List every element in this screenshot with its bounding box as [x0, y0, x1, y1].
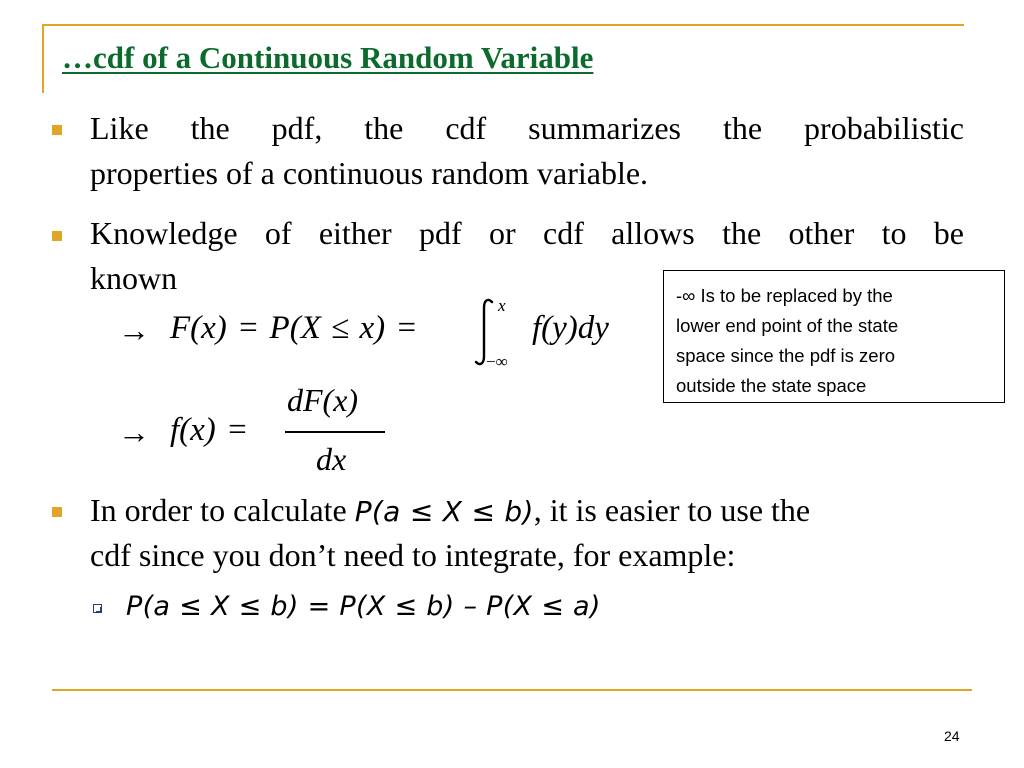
title-frame-top-rule — [42, 24, 964, 26]
callout-note-box — [663, 270, 1005, 403]
bullet-1-line-2: properties of a continuous random variable. — [90, 155, 649, 191]
eq2-arrow: → — [118, 414, 150, 450]
title-frame-left-rule — [42, 24, 44, 93]
eq1-lhs: F(x) = P(X ≤ x) = — [170, 310, 418, 346]
callout-line-1: -∞ Is to be replaced by the — [676, 285, 893, 306]
bullet-marker-2 — [52, 231, 62, 241]
bullet-marker-1 — [52, 125, 62, 135]
eq1-integrand: f(y)dy — [532, 310, 609, 346]
bullet-3-line-1 — [90, 488, 810, 534]
page-number: 24 — [944, 728, 960, 744]
sub-bullet-text: P(a ≤ X ≤ b) = P(X ≤ b) – P(X ≤ a) — [126, 591, 601, 622]
bullet-3-post: , it is easier to use the — [533, 492, 811, 528]
eq2-lhs: f(x) = — [170, 412, 249, 448]
eq1-arrow: → — [118, 312, 150, 348]
bullet-3-line-2: cdf since you don’t need to integrate, for example: — [90, 537, 736, 573]
sub-bullet-checkbox-icon — [93, 604, 102, 613]
eq2-denominator: dx — [316, 441, 347, 477]
fraction-bar — [285, 431, 385, 433]
bullet-1-line-1: Like the pdf, the cdf summarizes the probabilistic — [90, 110, 964, 146]
eq1-upper-limit: x — [498, 296, 506, 315]
eq2-numerator: dF(x) — [287, 382, 359, 418]
callout-line-4: outside the state space — [676, 375, 867, 396]
bullet-3-pre: In order to calculate — [90, 492, 355, 528]
callout-line-2: lower end point of the state — [676, 315, 899, 336]
eq1-lower-limit: −∞ — [486, 352, 508, 371]
slide-title: …cdf of a Continuous Random Variable — [62, 40, 594, 75]
bullet-2-line-1: Knowledge of either pdf or cdf allows the other to be — [90, 215, 964, 251]
footer-rule — [52, 689, 972, 691]
bullet-3-math: P(a ≤ X ≤ b) — [354, 495, 534, 528]
bullet-2-line-2: known — [90, 260, 178, 296]
bullet-marker-3 — [52, 507, 62, 517]
callout-line-3: space since the pdf is zero — [676, 345, 896, 366]
